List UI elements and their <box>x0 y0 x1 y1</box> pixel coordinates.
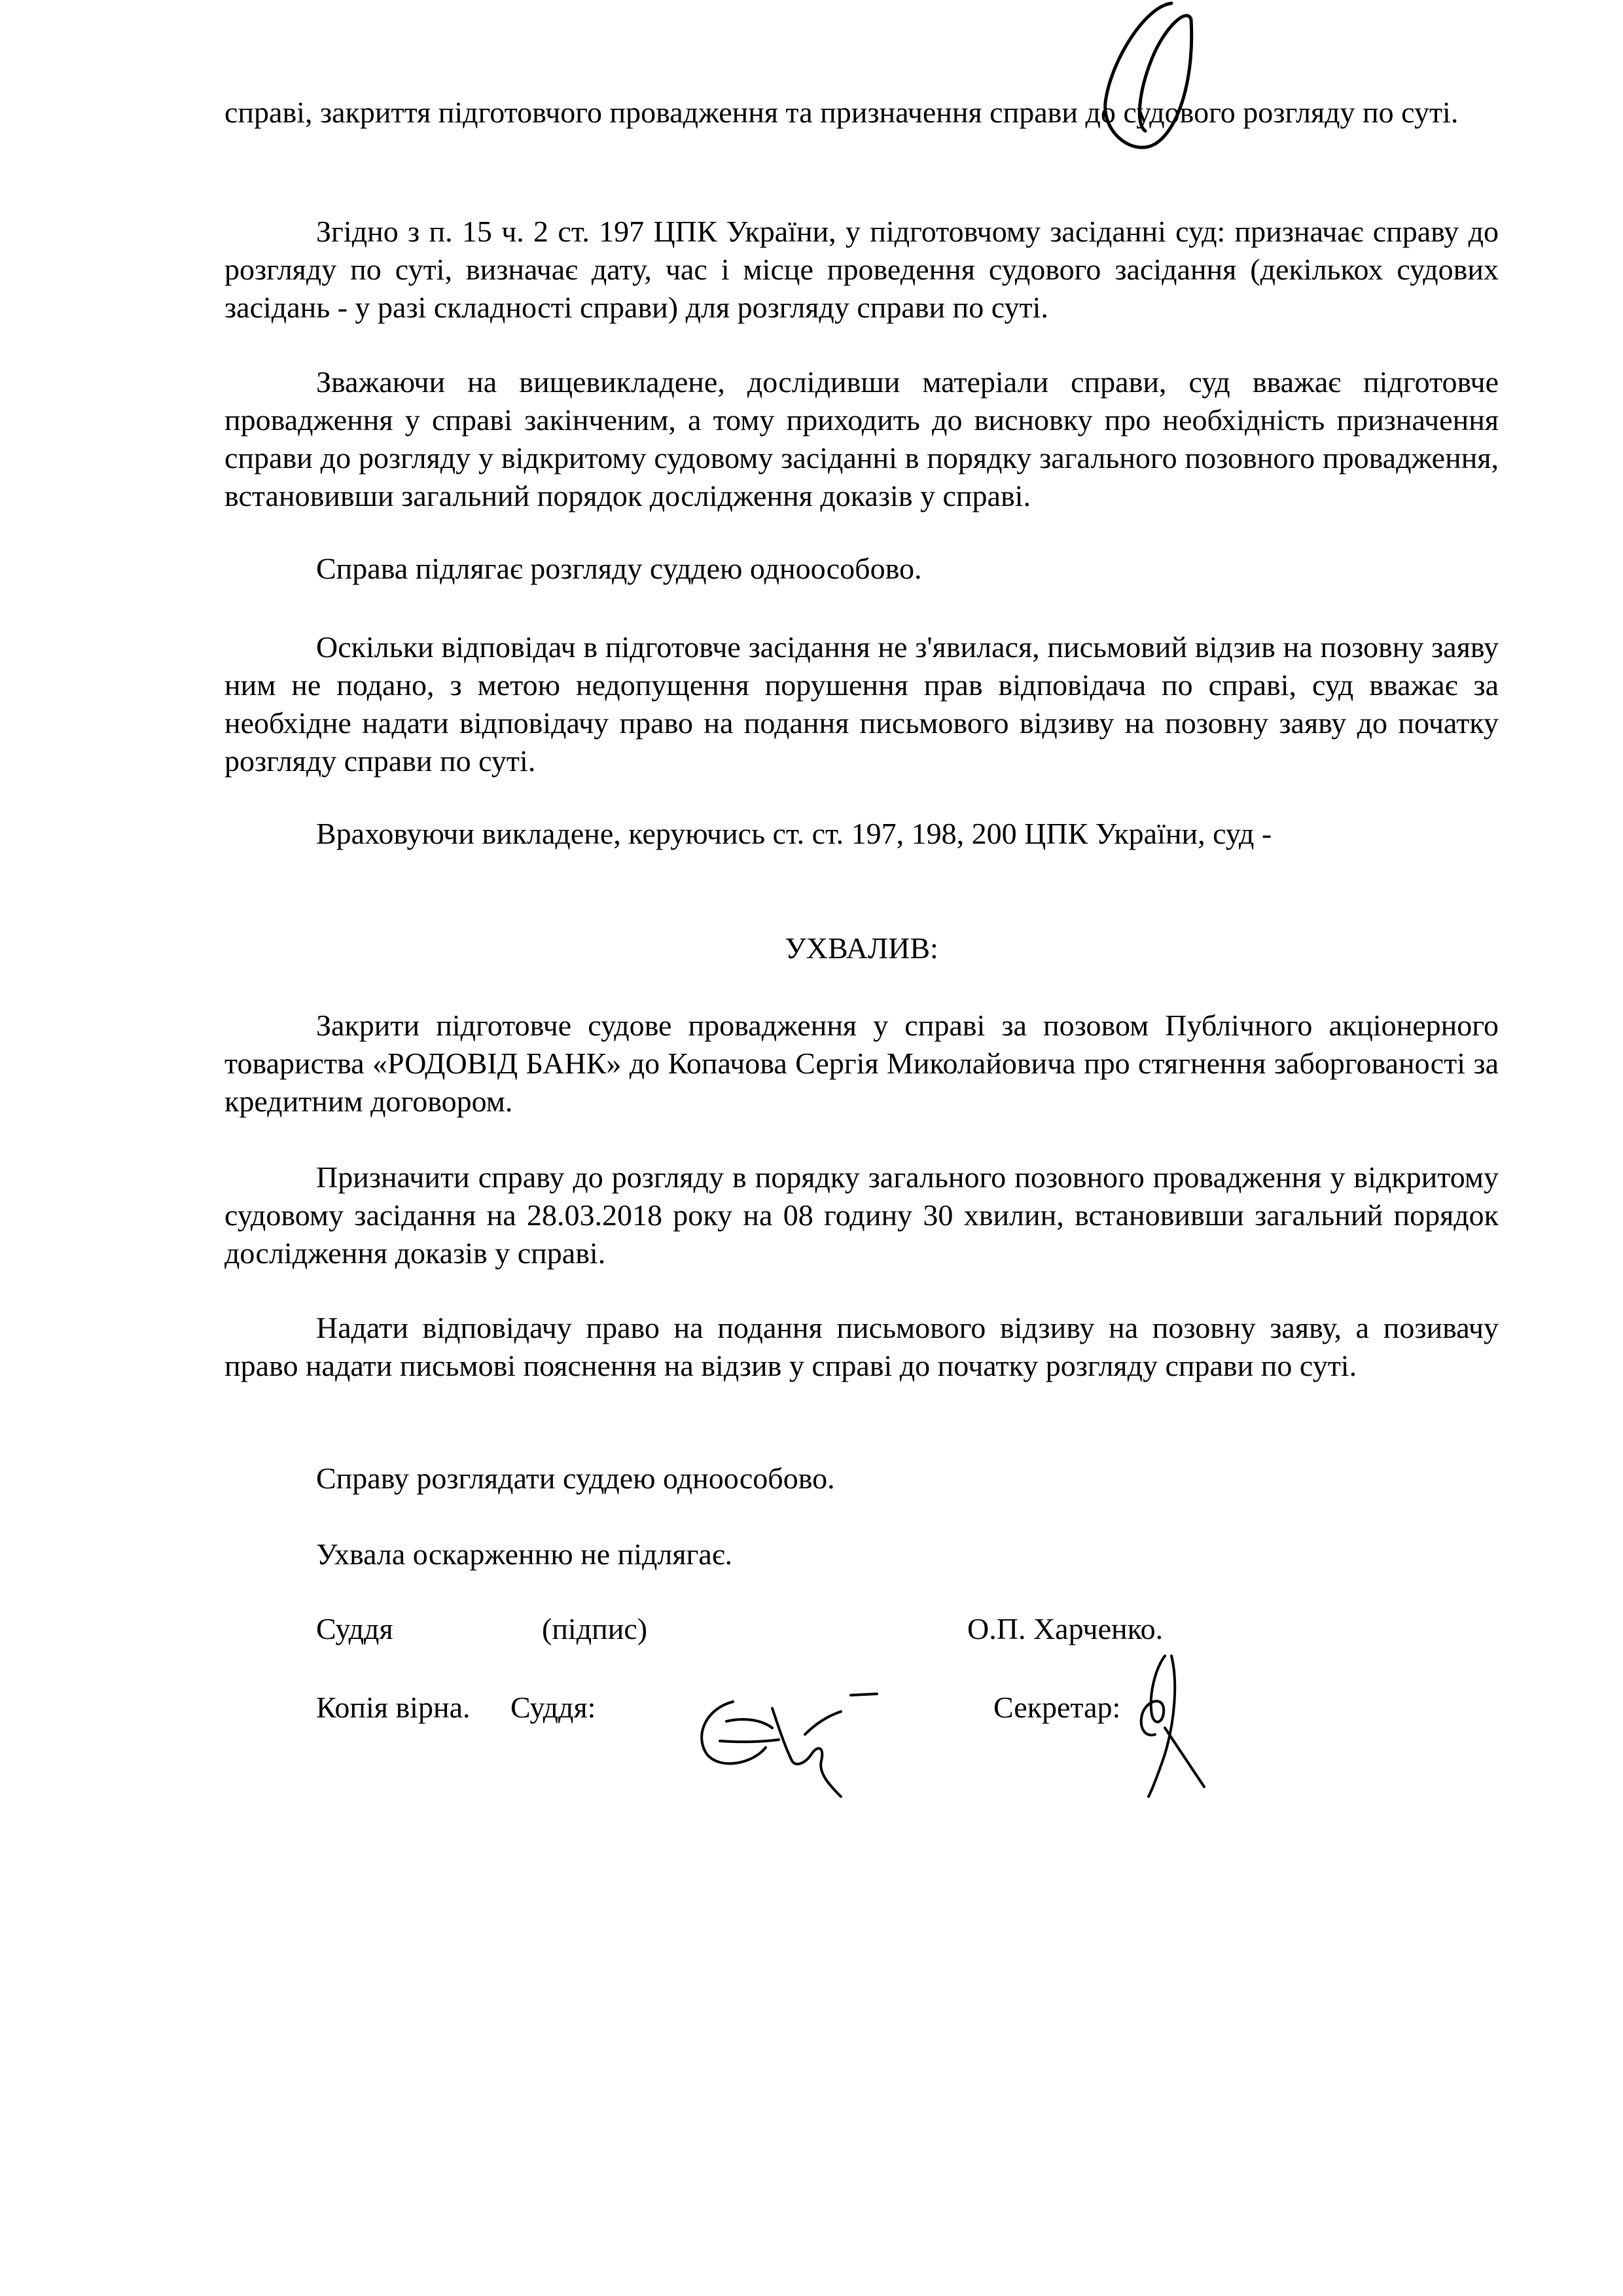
ruling-schedule-hearing: Призначити справу до розгляду в порядку загального позовного провадження у відкритому судовому засідання на 28.03.2018 року на 08 годину 30 хвилин, встановивши загальний порядок дослідження доказів у справі. <box>224 1160 1499 1270</box>
paragraph-single-judge: Справа підлягає розгляду суддею одноособово. <box>316 552 922 585</box>
paragraph-legal-basis: Згідно з п. 15 ч. 2 ст. 197 ЦПК України, у підготовчому засіданні суд: призначає справу до розгляду по суті, визначає дату, час і місце проведення судового засідання (декількох судових засідань - у разі складності справи) для розгляду справи по суті. <box>224 215 1499 324</box>
paragraph-closing-context: справі, закриття підготовчого провадження та призначення справи до судового розгляду по суті. <box>224 96 1459 129</box>
copy-true-label: Копія вірна. <box>316 1691 471 1724</box>
judge-name: О.П. Харченко. <box>967 1612 1164 1645</box>
ruling-grant-response: Надати відповідачу право на подання письмового відзиву на позовну заяву, а позивачу право надати письмові пояснення на відзив у справі до початку розгляду справи по суті. <box>224 1311 1499 1382</box>
ruling-single-judge: Справу розглядати суддею одноособово. <box>316 1462 835 1495</box>
paragraph-court-conclusion: Зважаючи на вищевикладене, дослідивши матеріали справи, суд вважає підготовче провадження у справі закінченим, а тому приходить до висновку про необхідність призначення справи до розгляду у відкритому судовому засіданні в порядку загального позовного провадження, встановивши загальний порядок дослідження доказів у справі. <box>224 365 1499 512</box>
ruling-close-proceedings: Закрити підготовче судове провадження у справі за позовом Публічного акціонерного товариства «РОДОВІД БАНК» до Копачова Сергія Миколайовича про стягнення заборгованості за кредитним договором. <box>224 1009 1499 1118</box>
paperclip-icon <box>1073 0 1204 164</box>
ruling-not-appealable: Ухвала оскарженню не підлягає. <box>316 1537 733 1571</box>
secretary-label: Секретар: <box>993 1691 1121 1724</box>
copy-judge-label: Суддя: <box>510 1691 596 1724</box>
secretary-signature-icon <box>1126 1649 1211 1806</box>
judge-signed-note: (підпис) <box>542 1612 648 1645</box>
judge-signature-icon <box>681 1682 897 1800</box>
ruling-heading: УХВАЛИВ: <box>785 931 938 965</box>
paragraph-guided-by: Враховуючи викладене, керуючись ст. ст. 197, 198, 200 ЦПК України, суд - <box>316 817 1272 850</box>
judge-label: Суддя <box>316 1612 393 1645</box>
paragraph-defendant-response: Оскільки відповідач в підготовче засідання не з'явилася, письмовий відзив на позовну заяву ним не подано, з метою недопущення порушення прав відповідача по справі, суд вважає за необхідне надати відповідачу право на подання письмового відзиву на позовну заяву до початку розгляду справи по суті. <box>224 630 1499 778</box>
